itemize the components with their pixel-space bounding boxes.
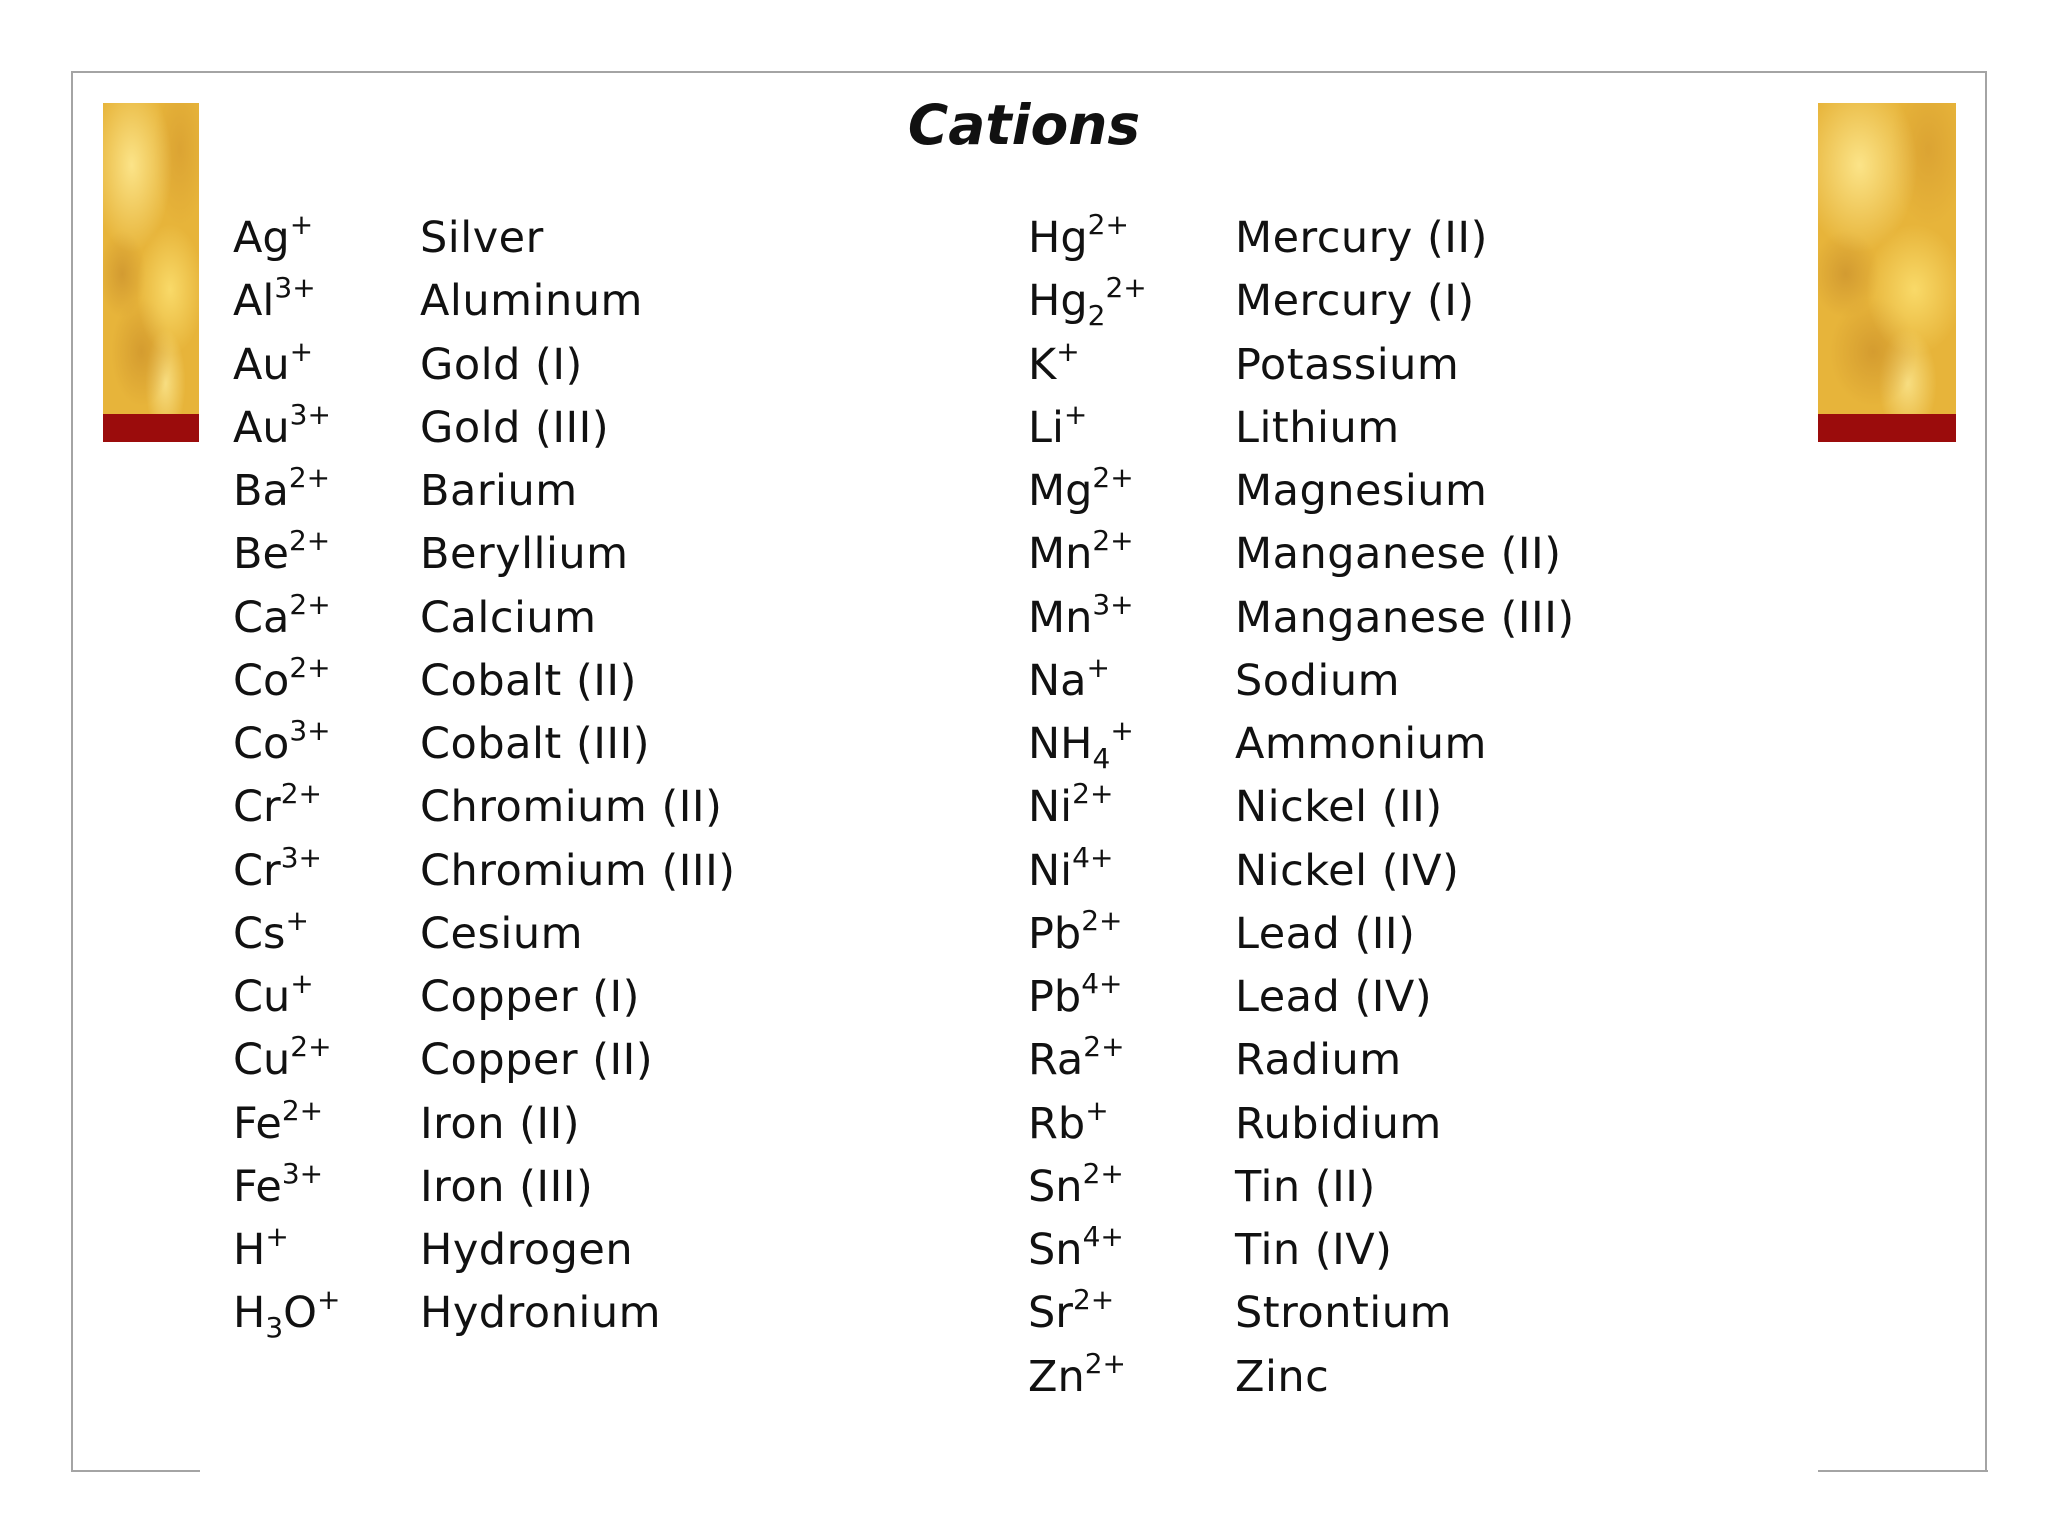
element-symbol: Co xyxy=(233,719,290,769)
element-symbol: Mn xyxy=(1028,592,1093,643)
ion-name: Radium xyxy=(1235,1035,1402,1086)
ion-name: Zinc xyxy=(1235,1351,1330,1402)
element-symbol: Ni xyxy=(1028,782,1073,833)
ion-charge: + xyxy=(1086,650,1110,684)
ion-name: Sodium xyxy=(1235,655,1400,706)
ion-formula xyxy=(1028,777,1113,837)
ion-charge: + xyxy=(1085,1093,1109,1127)
ion-charge: 2+ xyxy=(1072,1283,1115,1317)
element-symbol: Al xyxy=(233,276,275,327)
element-symbol: O xyxy=(283,1288,318,1339)
element-symbol: Ag xyxy=(233,213,290,263)
ion-charge: 2+ xyxy=(1092,461,1134,494)
element-symbol: Cr xyxy=(233,782,281,833)
element-symbol: Sr xyxy=(1028,1288,1073,1339)
subscript-count: 3 xyxy=(265,1311,284,1345)
ion-charge: 3+ xyxy=(1092,587,1134,621)
ion-formula xyxy=(233,1283,341,1343)
element-symbol: Rb xyxy=(1028,1098,1086,1149)
ion-charge: 2+ xyxy=(289,587,331,621)
ion-formula xyxy=(1028,1030,1125,1090)
element-symbol: Co xyxy=(233,655,290,706)
ion-name: Hydrogen xyxy=(420,1225,634,1275)
element-symbol: H xyxy=(233,1288,266,1339)
ion-formula xyxy=(233,777,322,837)
ion-name: Nickel (IV) xyxy=(1235,845,1460,896)
ion-name: Strontium xyxy=(1235,1288,1452,1339)
element-symbol: Cu xyxy=(233,1035,291,1086)
ion-name: Cobalt (II) xyxy=(420,655,637,706)
ion-charge: 3+ xyxy=(281,1156,324,1190)
ion-name: Cobalt (III) xyxy=(420,719,651,769)
slide-bottom-rule-right xyxy=(1818,1470,1988,1472)
ion-charge: 2+ xyxy=(290,1030,332,1064)
ion-formula xyxy=(1028,271,1147,331)
ion-formula xyxy=(233,208,313,268)
element-symbol: Be xyxy=(233,529,289,580)
ion-name: Mercury (I) xyxy=(1235,276,1475,327)
ion-formula xyxy=(233,398,331,458)
ion-formula xyxy=(233,841,322,901)
ion-name: Tin (II) xyxy=(1235,1161,1376,1212)
ion-formula xyxy=(1028,1157,1124,1217)
element-symbol: Fe xyxy=(233,1161,282,1212)
ion-charge: 2+ xyxy=(1105,271,1147,305)
element-symbol: Pb xyxy=(1028,972,1082,1022)
ion-charge: 3+ xyxy=(289,397,331,431)
element-symbol: Au xyxy=(233,402,290,453)
element-symbol: Cr xyxy=(233,845,281,896)
subscript-count: 4 xyxy=(1092,742,1111,775)
ion-name: Copper (II) xyxy=(420,1035,654,1086)
ion-name: Calcium xyxy=(420,592,597,643)
element-symbol: Hg xyxy=(1028,276,1088,327)
ion-name: Iron (III) xyxy=(420,1161,594,1212)
ion-charge: + xyxy=(265,1220,289,1253)
ion-charge: + xyxy=(289,208,314,241)
element-symbol: Na xyxy=(1028,655,1087,706)
ion-formula xyxy=(233,1030,332,1090)
ion-formula xyxy=(233,651,331,711)
ion-charge: + xyxy=(1056,334,1080,368)
ion-formula xyxy=(1028,967,1123,1027)
ion-formula xyxy=(233,524,330,584)
ion-formula xyxy=(1028,461,1134,521)
ion-name: Hydronium xyxy=(420,1288,661,1339)
ion-formula xyxy=(1028,841,1113,901)
element-symbol: Pb xyxy=(1028,908,1082,959)
ion-name: Aluminum xyxy=(420,276,643,327)
ion-name: Lead (IV) xyxy=(1235,972,1433,1022)
ion-formula xyxy=(233,1094,323,1154)
ion-formula xyxy=(233,588,331,648)
ion-name: Mercury (II) xyxy=(1235,213,1488,263)
element-symbol: Zn xyxy=(1028,1351,1085,1402)
ion-charge: 3+ xyxy=(280,840,322,874)
ion-charge: 2+ xyxy=(1081,903,1123,937)
element-symbol: Sn xyxy=(1028,1161,1083,1212)
element-symbol: Hg xyxy=(1028,213,1088,263)
ion-charge: + xyxy=(1110,714,1134,747)
ion-charge: 2+ xyxy=(1083,1030,1125,1064)
ion-charge: 2+ xyxy=(1082,1156,1124,1190)
ion-formula xyxy=(1028,1283,1114,1343)
ion-formula xyxy=(1028,398,1087,458)
ion-charge: 2+ xyxy=(1092,524,1134,558)
ion-formula xyxy=(1028,714,1134,774)
ion-formula xyxy=(233,904,309,964)
ion-formula xyxy=(233,967,314,1027)
ion-charge: 2+ xyxy=(1084,1346,1126,1380)
ion-formula xyxy=(233,1220,289,1280)
ion-formula xyxy=(233,335,313,395)
ion-name: Silver xyxy=(420,213,544,263)
ion-formula xyxy=(233,1157,323,1217)
left-red-band xyxy=(103,414,199,442)
ion-name: Barium xyxy=(420,466,578,516)
subscript-count: 2 xyxy=(1087,299,1106,333)
ion-charge: 2+ xyxy=(1087,208,1129,241)
ion-charge: + xyxy=(290,967,314,1000)
ion-formula xyxy=(233,461,330,521)
ion-formula xyxy=(1028,524,1134,584)
ion-charge: 4+ xyxy=(1082,1220,1124,1253)
ion-formula xyxy=(1028,904,1123,964)
element-symbol: Ra xyxy=(1028,1035,1084,1086)
ion-name: Nickel (II) xyxy=(1235,782,1443,833)
ion-formula xyxy=(233,271,316,331)
slide-bottom-rule-left xyxy=(71,1470,200,1472)
ion-name: Iron (II) xyxy=(420,1098,581,1149)
ion-charge: 4+ xyxy=(1081,967,1123,1000)
ion-name: Cesium xyxy=(420,908,583,959)
ion-charge: + xyxy=(1063,397,1088,431)
ion-charge: 3+ xyxy=(274,271,316,305)
ion-formula xyxy=(1028,588,1134,648)
element-symbol: H xyxy=(233,1225,266,1275)
ion-charge: 2+ xyxy=(288,461,331,494)
ion-name: Ammonium xyxy=(1235,719,1487,769)
ion-formula xyxy=(1028,1347,1126,1407)
ion-formula xyxy=(1028,651,1110,711)
ion-formula xyxy=(1028,335,1080,395)
ion-name: Chromium (III) xyxy=(420,845,736,896)
ion-charge: 4+ xyxy=(1072,840,1114,874)
ion-formula xyxy=(1028,208,1129,268)
ion-name: Magnesium xyxy=(1235,466,1488,516)
element-symbol: Ca xyxy=(233,592,290,643)
element-symbol: Sn xyxy=(1028,1225,1083,1275)
element-symbol: Ni xyxy=(1028,845,1073,896)
element-symbol: NH xyxy=(1028,719,1093,769)
ion-name: Tin (IV) xyxy=(1235,1225,1393,1275)
ion-charge: 2+ xyxy=(288,524,331,558)
element-symbol: Au xyxy=(233,339,290,390)
ion-formula xyxy=(233,714,331,774)
ion-name: Lead (II) xyxy=(1235,908,1416,959)
ion-name: Beryllium xyxy=(420,529,629,580)
ion-formula xyxy=(1028,1220,1124,1280)
right-red-band xyxy=(1818,414,1956,442)
ion-charge: + xyxy=(289,334,314,368)
ion-charge: 2+ xyxy=(281,1093,324,1127)
ion-formula xyxy=(1028,1094,1109,1154)
element-symbol: Li xyxy=(1028,402,1064,453)
ion-charge: + xyxy=(317,1283,341,1317)
element-symbol: K xyxy=(1028,339,1057,390)
ion-charge: 2+ xyxy=(280,777,322,811)
ion-name: Copper (I) xyxy=(420,972,640,1022)
ion-name: Gold (I) xyxy=(420,339,583,390)
ion-name: Manganese (III) xyxy=(1235,592,1575,643)
ion-name: Rubidium xyxy=(1235,1098,1442,1149)
ion-name: Gold (III) xyxy=(420,402,610,453)
ion-name: Lithium xyxy=(1235,402,1400,453)
element-symbol: Cs xyxy=(233,908,286,959)
ion-name: Potassium xyxy=(1235,339,1460,390)
element-symbol: Mg xyxy=(1028,466,1093,516)
element-symbol: Mn xyxy=(1028,529,1093,580)
element-symbol: Ba xyxy=(233,466,289,516)
element-symbol: Fe xyxy=(233,1098,282,1149)
ion-name: Manganese (II) xyxy=(1235,529,1562,580)
ion-name: Chromium (II) xyxy=(420,782,723,833)
element-symbol: Cu xyxy=(233,972,291,1022)
page-title: Cations xyxy=(907,93,1141,157)
ion-charge: 3+ xyxy=(289,714,331,747)
ion-charge: 2+ xyxy=(1072,777,1114,811)
ion-charge: + xyxy=(285,903,309,937)
ion-charge: 2+ xyxy=(289,650,331,684)
